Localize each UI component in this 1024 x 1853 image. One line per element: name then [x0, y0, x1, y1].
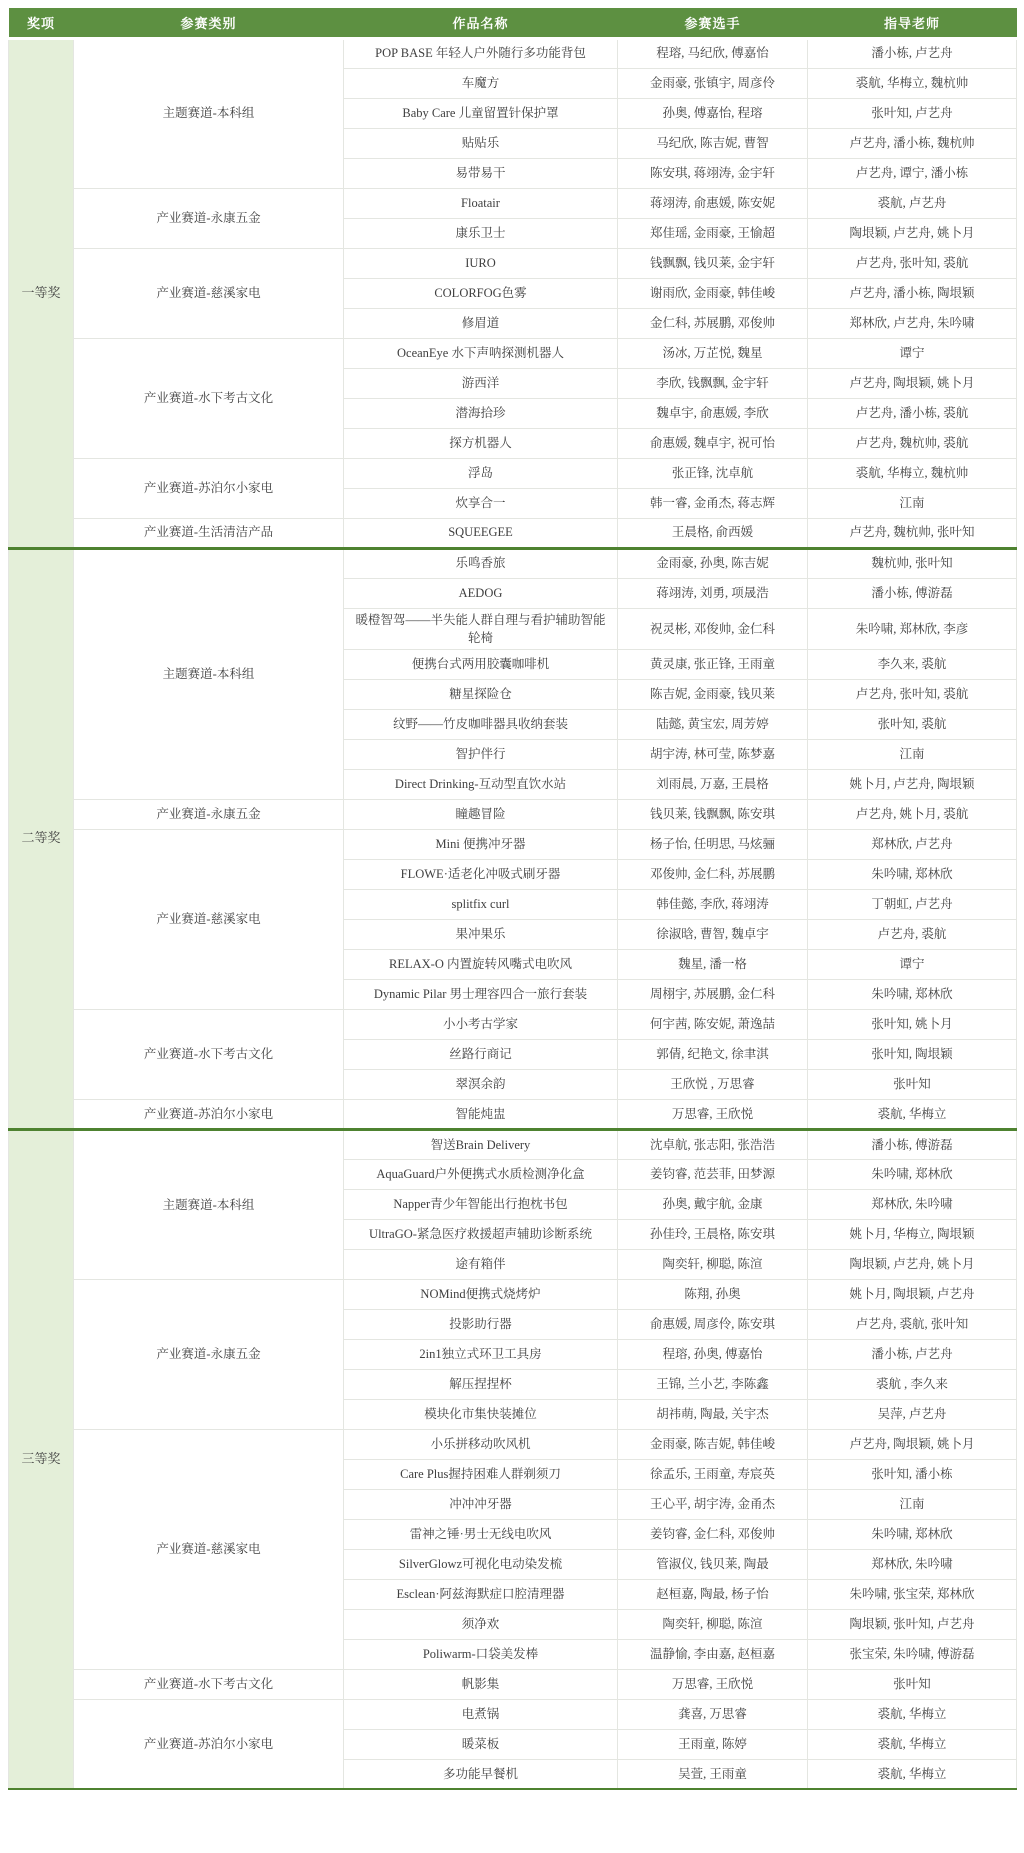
players-cell: 徐孟乐, 王雨童, 寿宸英 — [618, 1459, 808, 1489]
table-header-row — [9, 8, 1017, 38]
players-cell: 孙佳玲, 王晨格, 陈安琪 — [618, 1219, 808, 1249]
work-cell: OceanEye 水下声呐探测机器人 — [344, 338, 618, 368]
teachers-cell: 裘航, 华梅立, 魏杭帅 — [808, 68, 1017, 98]
teachers-cell: 陶垠颖, 卢艺舟, 姚卜月 — [808, 1249, 1017, 1279]
header-players: 参赛选手 — [618, 8, 808, 38]
work-cell: 小小考古学家 — [344, 1009, 618, 1039]
table-row — [9, 248, 1017, 278]
work-cell: RELAX-O 内置旋转风嘴式电吹风 — [344, 949, 618, 979]
teachers-cell: 卢艺舟, 魏杭帅, 裘航 — [808, 428, 1017, 458]
work-cell: Dynamic Pilar 男士理容四合一旅行套装 — [344, 979, 618, 1009]
teachers-cell: 郑林欣, 卢艺舟, 朱吟啸 — [808, 308, 1017, 338]
players-cell: 郭倩, 纪艳文, 徐聿淇 — [618, 1039, 808, 1069]
work-cell: 车魔方 — [344, 68, 618, 98]
category-cell: 产业赛道-生活清洁产品 — [74, 518, 344, 548]
players-cell: 祝灵彬, 邓俊帅, 金仁科 — [618, 608, 808, 649]
teachers-cell: 张叶知, 裘航 — [808, 709, 1017, 739]
awards-table — [8, 8, 1017, 1790]
teachers-cell: 潘小栋, 傅游磊 — [808, 1129, 1017, 1159]
table-row — [9, 338, 1017, 368]
players-cell: 王晨格, 俞西媛 — [618, 518, 808, 548]
header-award: 奖项 — [9, 8, 74, 38]
work-cell: 雷神之锤·男士无线电吹风 — [344, 1519, 618, 1549]
work-cell: 解压捏捏杯 — [344, 1369, 618, 1399]
teachers-cell: 卢艺舟, 陶垠颖, 姚卜月 — [808, 368, 1017, 398]
teachers-cell: 裘航, 华梅立 — [808, 1759, 1017, 1789]
teachers-cell: 张叶知, 卢艺舟 — [808, 98, 1017, 128]
players-cell: 韩佳懿, 李欣, 蒋翊涛 — [618, 889, 808, 919]
work-cell: 翠溟余韵 — [344, 1069, 618, 1099]
work-cell: 修眉道 — [344, 308, 618, 338]
work-cell: 智能炖盅 — [344, 1099, 618, 1129]
players-cell: 何宇茜, 陈安妮, 萧逸喆 — [618, 1009, 808, 1039]
work-cell: 康乐卫士 — [344, 218, 618, 248]
teachers-cell: 卢艺舟, 张叶知, 裘航 — [808, 248, 1017, 278]
work-cell: Care Plus握持困难人群剃须刀 — [344, 1459, 618, 1489]
teachers-cell: 朱吟啸, 张宝荣, 郑林欣 — [808, 1579, 1017, 1609]
category-cell: 产业赛道-永康五金 — [74, 1279, 344, 1429]
work-cell: 瞳趣冒险 — [344, 799, 618, 829]
work-cell: SilverGlowz可视化电动染发梳 — [344, 1549, 618, 1579]
work-cell: AEDOG — [344, 578, 618, 608]
work-cell: Floatair — [344, 188, 618, 218]
players-cell: 李欣, 钱飘飘, 金宇轩 — [618, 368, 808, 398]
players-cell: 孙奥, 戴宇航, 金康 — [618, 1189, 808, 1219]
teachers-cell: 朱吟啸, 郑林欣 — [808, 1519, 1017, 1549]
work-cell: COLORFOG色雾 — [344, 278, 618, 308]
teachers-cell: 吴萍, 卢艺舟 — [808, 1399, 1017, 1429]
table-row — [9, 1099, 1017, 1129]
teachers-cell: 朱吟啸, 郑林欣 — [808, 1159, 1017, 1189]
work-cell: 炊享合一 — [344, 488, 618, 518]
work-cell: NOMind便携式烧烤炉 — [344, 1279, 618, 1309]
table-row — [9, 1669, 1017, 1699]
teachers-cell: 江南 — [808, 1489, 1017, 1519]
work-cell: 2in1独立式环卫工具房 — [344, 1339, 618, 1369]
work-cell: 投影助行器 — [344, 1309, 618, 1339]
teachers-cell: 江南 — [808, 739, 1017, 769]
teachers-cell: 卢艺舟, 姚卜月, 裘航 — [808, 799, 1017, 829]
table-row — [9, 829, 1017, 859]
table-row — [9, 188, 1017, 218]
header-category: 参赛类别 — [74, 8, 344, 38]
players-cell: 陈翔, 孙奥 — [618, 1279, 808, 1309]
teachers-cell: 朱吟啸, 郑林欣 — [808, 859, 1017, 889]
work-cell: FLOWE·适老化冲吸式刷牙器 — [344, 859, 618, 889]
work-cell: 冲冲冲牙器 — [344, 1489, 618, 1519]
work-cell: AquaGuard户外便携式水质检测净化盒 — [344, 1159, 618, 1189]
work-cell: Esclean·阿兹海默症口腔清理器 — [344, 1579, 618, 1609]
teachers-cell: 朱吟啸, 郑林欣, 李彦 — [808, 608, 1017, 649]
table-row — [9, 458, 1017, 488]
teachers-cell: 裘航, 华梅立 — [808, 1099, 1017, 1129]
teachers-cell: 潘小栋, 卢艺舟 — [808, 1339, 1017, 1369]
work-cell: Baby Care 儿童留置针保护罩 — [344, 98, 618, 128]
teachers-cell: 卢艺舟, 潘小栋, 陶垠颖 — [808, 278, 1017, 308]
work-cell: 便携台式两用胶囊咖啡机 — [344, 649, 618, 679]
players-cell: 魏星, 潘一格 — [618, 949, 808, 979]
teachers-cell: 卢艺舟, 陶垠颖, 姚卜月 — [808, 1429, 1017, 1459]
teachers-cell: 郑林欣, 卢艺舟 — [808, 829, 1017, 859]
category-cell: 产业赛道-慈溪家电 — [74, 829, 344, 1009]
players-cell: 王锦, 兰小艺, 李陈鑫 — [618, 1369, 808, 1399]
players-cell: 俞惠媛, 周彦伶, 陈安琪 — [618, 1309, 808, 1339]
teachers-cell: 裘航, 华梅立 — [808, 1729, 1017, 1759]
table-row — [9, 518, 1017, 548]
work-cell: 潜海拾珍 — [344, 398, 618, 428]
category-cell: 产业赛道-苏泊尔小家电 — [74, 1099, 344, 1129]
players-cell: 郑佳瑶, 金雨豪, 王愉超 — [618, 218, 808, 248]
players-cell: 钱飘飘, 钱贝莱, 金宇轩 — [618, 248, 808, 278]
teachers-cell: 谭宁 — [808, 338, 1017, 368]
award-cell: 一等奖 — [9, 38, 74, 548]
work-cell: Direct Drinking-互动型直饮水站 — [344, 769, 618, 799]
header-teachers: 指导老师 — [808, 8, 1017, 38]
category-cell: 产业赛道-永康五金 — [74, 188, 344, 248]
players-cell: 钱贝莱, 钱飘飘, 陈安琪 — [618, 799, 808, 829]
players-cell: 王心平, 胡宇涛, 金甬杰 — [618, 1489, 808, 1519]
players-cell: 金雨豪, 孙奥, 陈吉妮 — [618, 548, 808, 578]
category-cell: 产业赛道-慈溪家电 — [74, 1429, 344, 1669]
work-cell: 易带易干 — [344, 158, 618, 188]
category-cell: 产业赛道-苏泊尔小家电 — [74, 1699, 344, 1789]
players-cell: 程瑢, 孙奥, 傅嘉怡 — [618, 1339, 808, 1369]
players-cell: 魏卓宇, 俞惠媛, 李欣 — [618, 398, 808, 428]
players-cell: 陈安琪, 蒋翊涛, 金宇轩 — [618, 158, 808, 188]
players-cell: 姜钧睿, 范芸菲, 田梦源 — [618, 1159, 808, 1189]
work-cell: 暖橙智驾——半失能人群自理与看护辅助智能轮椅 — [344, 608, 618, 649]
teachers-cell: 卢艺舟, 潘小栋, 裘航 — [808, 398, 1017, 428]
category-cell: 产业赛道-水下考古文化 — [74, 1669, 344, 1699]
teachers-cell: 卢艺舟, 张叶知, 裘航 — [808, 679, 1017, 709]
players-cell: 张正锋, 沈卓航 — [618, 458, 808, 488]
players-cell: 胡宇涛, 林可莹, 陈梦嘉 — [618, 739, 808, 769]
players-cell: 胡祎萌, 陶最, 关宇杰 — [618, 1399, 808, 1429]
category-cell: 产业赛道-苏泊尔小家电 — [74, 458, 344, 518]
header-work: 作品名称 — [344, 8, 618, 38]
work-cell: POP BASE 年轻人户外随行多功能背包 — [344, 38, 618, 68]
players-cell: 马纪欣, 陈吉妮, 曹智 — [618, 128, 808, 158]
teachers-cell: 卢艺舟, 谭宁, 潘小栋 — [808, 158, 1017, 188]
work-cell: 果冲果乐 — [344, 919, 618, 949]
work-cell: 糖星探险仓 — [344, 679, 618, 709]
players-cell: 姜钧睿, 金仁科, 邓俊帅 — [618, 1519, 808, 1549]
teachers-cell: 张叶知 — [808, 1669, 1017, 1699]
teachers-cell: 江南 — [808, 488, 1017, 518]
players-cell: 龚喜, 万思睿 — [618, 1699, 808, 1729]
players-cell: 万思睿, 王欣悦 — [618, 1669, 808, 1699]
teachers-cell: 张叶知, 潘小栋 — [808, 1459, 1017, 1489]
work-cell: 小乐拼移动吹风机 — [344, 1429, 618, 1459]
table-row — [9, 1129, 1017, 1159]
work-cell: 须净欢 — [344, 1609, 618, 1639]
teachers-cell: 姚卜月, 陶垠颖, 卢艺舟 — [808, 1279, 1017, 1309]
table-row — [9, 799, 1017, 829]
table-row — [9, 1279, 1017, 1309]
work-cell: IURO — [344, 248, 618, 278]
players-cell: 韩一睿, 金甬杰, 蒋志辉 — [618, 488, 808, 518]
work-cell: 丝路行商记 — [344, 1039, 618, 1069]
players-cell: 陆懿, 黄宝宏, 周芳婷 — [618, 709, 808, 739]
table-row — [9, 1699, 1017, 1729]
award-cell: 二等奖 — [9, 548, 74, 1129]
work-cell: Poliwarm-口袋美发棒 — [344, 1639, 618, 1669]
players-cell: 陶奕轩, 柳聪, 陈渲 — [618, 1609, 808, 1639]
teachers-cell: 裘航, 华梅立 — [808, 1699, 1017, 1729]
teachers-cell: 魏杭帅, 张叶知 — [808, 548, 1017, 578]
teachers-cell: 张叶知 — [808, 1069, 1017, 1099]
work-cell: Napper青少年智能出行抱枕书包 — [344, 1189, 618, 1219]
category-cell: 主题赛道-本科组 — [74, 1129, 344, 1279]
teachers-cell: 卢艺舟, 潘小栋, 魏杭帅 — [808, 128, 1017, 158]
players-cell: 杨子怡, 任明思, 马炫骊 — [618, 829, 808, 859]
players-cell: 程瑢, 马纪欣, 傅嘉怡 — [618, 38, 808, 68]
teachers-cell: 卢艺舟, 裘航 — [808, 919, 1017, 949]
table-row — [9, 548, 1017, 578]
teachers-cell: 姚卜月, 卢艺舟, 陶垠颖 — [808, 769, 1017, 799]
teachers-cell: 李久来, 裘航 — [808, 649, 1017, 679]
teachers-cell: 裘航 , 李久来 — [808, 1369, 1017, 1399]
players-cell: 王雨童, 陈婷 — [618, 1729, 808, 1759]
table-row — [9, 1009, 1017, 1039]
work-cell: 智护伴行 — [344, 739, 618, 769]
players-cell: 孙奥, 傅嘉怡, 程瑢 — [618, 98, 808, 128]
teachers-cell: 张叶知, 姚卜月 — [808, 1009, 1017, 1039]
table-row — [9, 38, 1017, 68]
work-cell: 智送Brain Delivery — [344, 1129, 618, 1159]
players-cell: 金雨豪, 张镇宇, 周彦伶 — [618, 68, 808, 98]
teachers-cell: 潘小栋, 傅游磊 — [808, 578, 1017, 608]
players-cell: 周栩宇, 苏展鹏, 金仁科 — [618, 979, 808, 1009]
teachers-cell: 裘航, 华梅立, 魏杭帅 — [808, 458, 1017, 488]
teachers-cell: 陶垠颖, 张叶知, 卢艺舟 — [808, 1609, 1017, 1639]
work-cell: 游西洋 — [344, 368, 618, 398]
work-cell: splitfix curl — [344, 889, 618, 919]
players-cell: 温静愉, 李由嘉, 赵桓嘉 — [618, 1639, 808, 1669]
players-cell: 金仁科, 苏展鹏, 邓俊帅 — [618, 308, 808, 338]
work-cell: 乐鸣香旅 — [344, 548, 618, 578]
teachers-cell: 潘小栋, 卢艺舟 — [808, 38, 1017, 68]
players-cell: 赵桓嘉, 陶最, 杨子怡 — [618, 1579, 808, 1609]
players-cell: 管淑仪, 钱贝莱, 陶最 — [618, 1549, 808, 1579]
category-cell: 产业赛道-慈溪家电 — [74, 248, 344, 338]
category-cell: 产业赛道-永康五金 — [74, 799, 344, 829]
work-cell: 电煮锅 — [344, 1699, 618, 1729]
work-cell: Mini 便携冲牙器 — [344, 829, 618, 859]
teachers-cell: 张叶知, 陶垠颖 — [808, 1039, 1017, 1069]
work-cell: 浮岛 — [344, 458, 618, 488]
teachers-cell: 丁朝虹, 卢艺舟 — [808, 889, 1017, 919]
players-cell: 陶奕轩, 柳聪, 陈渲 — [618, 1249, 808, 1279]
awards-table-body — [9, 38, 1017, 1789]
category-cell: 主题赛道-本科组 — [74, 548, 344, 799]
work-cell: 帆影集 — [344, 1669, 618, 1699]
award-cell: 三等奖 — [9, 1129, 74, 1789]
players-cell: 沈卓航, 张志阳, 张浩浩 — [618, 1129, 808, 1159]
players-cell: 蒋翊涛, 俞惠媛, 陈安妮 — [618, 188, 808, 218]
players-cell: 蒋翊涛, 刘勇, 项晟浩 — [618, 578, 808, 608]
players-cell: 陈吉妮, 金雨豪, 钱贝莱 — [618, 679, 808, 709]
table-row — [9, 1429, 1017, 1459]
teachers-cell: 张宝荣, 朱吟啸, 傅游磊 — [808, 1639, 1017, 1669]
players-cell: 金雨豪, 陈吉妮, 韩佳峻 — [618, 1429, 808, 1459]
players-cell: 汤冰, 万芷悦, 魏星 — [618, 338, 808, 368]
work-cell: UltraGO-紧急医疗救援超声辅助诊断系统 — [344, 1219, 618, 1249]
teachers-cell: 朱吟啸, 郑林欣 — [808, 979, 1017, 1009]
category-cell: 产业赛道-水下考古文化 — [74, 338, 344, 458]
players-cell: 万思睿, 王欣悦 — [618, 1099, 808, 1129]
teachers-cell: 裘航, 卢艺舟 — [808, 188, 1017, 218]
work-cell: SQUEEGEE — [344, 518, 618, 548]
players-cell: 王欣悦 , 万思睿 — [618, 1069, 808, 1099]
work-cell: 暖菜板 — [344, 1729, 618, 1759]
players-cell: 邓俊帅, 金仁科, 苏展鹏 — [618, 859, 808, 889]
category-cell: 产业赛道-水下考古文化 — [74, 1009, 344, 1099]
teachers-cell: 姚卜月, 华梅立, 陶垠颖 — [808, 1219, 1017, 1249]
teachers-cell: 郑林欣, 朱吟啸 — [808, 1549, 1017, 1579]
players-cell: 吴萱, 王雨童 — [618, 1759, 808, 1789]
teachers-cell: 卢艺舟, 魏杭帅, 张叶知 — [808, 518, 1017, 548]
players-cell: 谢雨欣, 金雨豪, 韩佳峻 — [618, 278, 808, 308]
work-cell: 贴贴乐 — [344, 128, 618, 158]
work-cell: 多功能早餐机 — [344, 1759, 618, 1789]
teachers-cell: 陶垠颖, 卢艺舟, 姚卜月 — [808, 218, 1017, 248]
players-cell: 黄灵康, 张正锋, 王雨童 — [618, 649, 808, 679]
category-cell: 主题赛道-本科组 — [74, 38, 344, 188]
work-cell: 模块化市集快装摊位 — [344, 1399, 618, 1429]
teachers-cell: 郑林欣, 朱吟啸 — [808, 1189, 1017, 1219]
teachers-cell: 谭宁 — [808, 949, 1017, 979]
teachers-cell: 卢艺舟, 裘航, 张叶知 — [808, 1309, 1017, 1339]
players-cell: 徐淑晗, 曹智, 魏卓宇 — [618, 919, 808, 949]
players-cell: 刘雨晨, 万嘉, 王晨格 — [618, 769, 808, 799]
work-cell: 途有箱伴 — [344, 1249, 618, 1279]
work-cell: 纹野——竹皮咖啡器具收纳套装 — [344, 709, 618, 739]
work-cell: 探方机器人 — [344, 428, 618, 458]
players-cell: 俞惠媛, 魏卓宇, 祝可怡 — [618, 428, 808, 458]
